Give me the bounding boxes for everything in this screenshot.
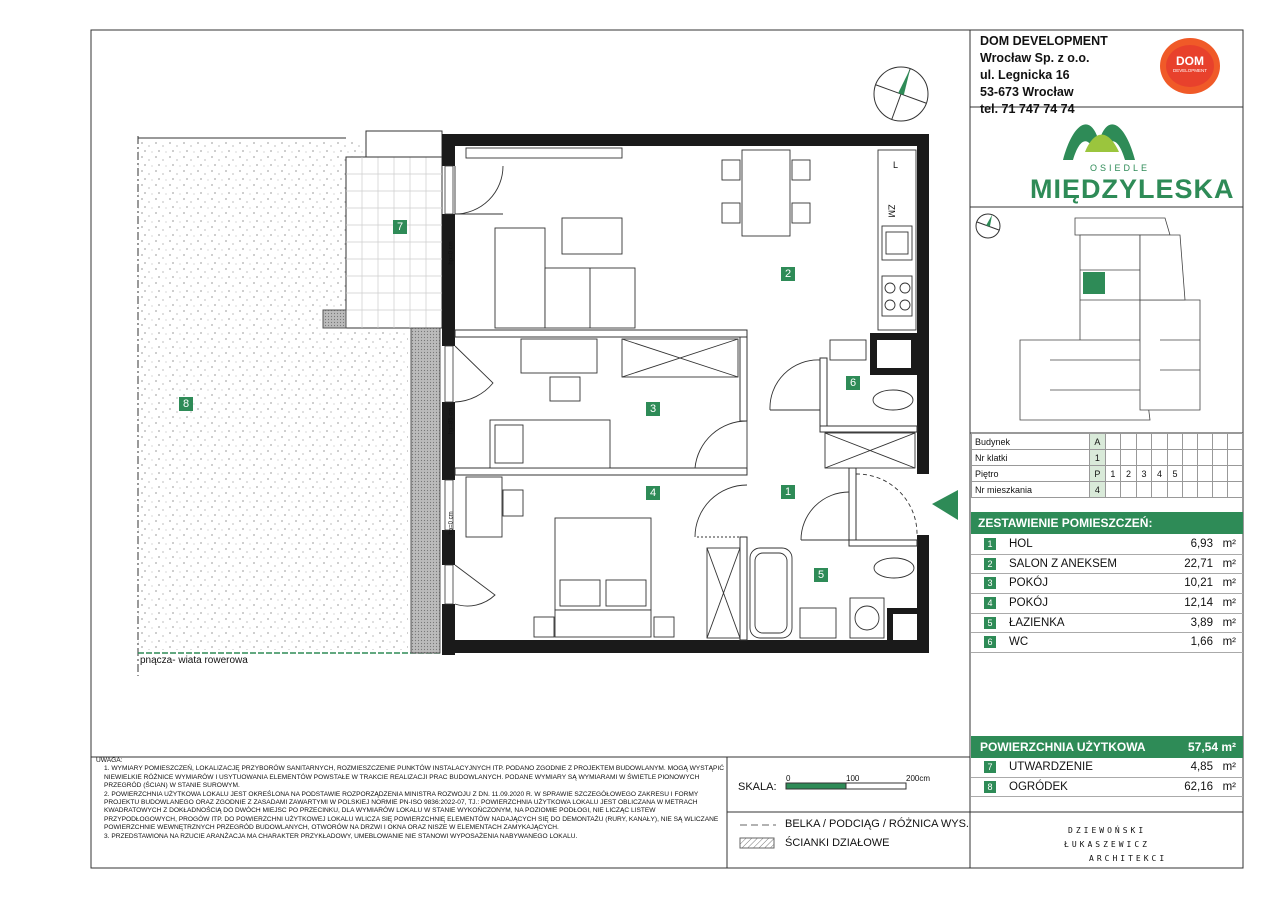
extra-row [971,778,1243,798]
height-note-3: hp=0 cm [448,511,455,535]
room-num: 1 [984,538,996,550]
note-1: 1. WYMIARY POMIESZCZEŃ, LOKALIZACJĘ PRZYBORÓW SANITARNYCH, ROZMIESZCZENIE PUNKTÓW INSTALACYJNYCH ITP. PODANO ZGODNIE Z PROJEKTEM BUDOWLANYM. MOGĄ WYSTĄPIĆ NIEWIELKIE RÓŻNICE WYMIARÓW I USYTUOWANIA ELEMENTÓW POWSTAŁE W TRAKCIE REALIZACJI PRAC BUDOWLANYCH. PODANE WYMIARY SĄ WYMIARAMI W ŚWIETLE PIONOWYCH PRZEGRÓD (ŚCIAN) W STANIE SUROWYM. [104,765,725,790]
info-label: Nr klatki [972,450,1090,466]
room-row [971,574,1243,594]
project-logo [1063,124,1135,160]
room-name: OGRÓDEK [1009,780,1068,793]
floor-2: 2 [1121,466,1137,482]
room-area: 10,21 m² [1184,577,1236,590]
height-note-2: hp=85 cm [448,407,455,435]
info-label: Nr mieszkania [972,482,1090,498]
dom-logo-text: DOM [1176,54,1204,68]
legend-beam: BELKA / PODCIĄG / RÓŻNICA WYS. [785,818,969,830]
notes-block [96,757,726,841]
architect-l3: ARCHITEKCI [1089,854,1168,863]
room-area: 6,93 m² [1190,538,1236,550]
scale-label: SKALA: [738,781,777,793]
usable-area-value: 57,54 m² [1187,740,1236,754]
info-row [972,450,1243,466]
info-value: P [1090,466,1106,482]
room-name: WC [1009,636,1029,649]
floor-1: 1 [1105,466,1121,482]
floor-3: 3 [1136,466,1152,482]
info-value: A [1090,434,1106,450]
kitchen-mark-l: L [893,160,899,170]
note-2: 2. POWIERZCHNIA UŻYTKOWA LOKALU JEST OKREŚLONA NA PODSTAWIE ROZPORZĄDZENIA MINISTRA ROZWOJU Z DN. 11.09.2020 R. W SPRAWIE SZCZEGÓŁOWEGO ZAKRESU I FORMY PROJEKTU BUDOWLANEGO ORAZ ZGODNIE Z ZASADAMI ZAWARTYMI W POLSKIEJ NORMIE PN-ISO 9836:2022-07, TJ.: POWIERZCHNIA UŻYTKOWA LOKALU JEST OBLICZANA W METRACH KWADRATOWYCH Z DOKŁADNOŚCIĄ DO DWÓCH MIEJSC PO PRZECINKU, DLA WYMIARÓW LOKALU W STANIE WYKOŃCZONYM, NA POZIOMIE PODŁOGI, NIE LICZĄC LISTEW PRZYPODŁOGOWYCH, PROGÓW ITP. DO POWIERZCHNI UŻYTKOWEJ LOKALU WLICZA SIĘ POWIERZCHNIĘ ELEMENTÓW NADAJĄCYCH SIĘ DO DEMONTAŻU (RURY, KANAŁY), NIE SĄ WLICZANE POWIERZCHNIE WEWNĘTRZNYCH PRZEGRÓD BUDOWLANYCH, OTWORÓW NA DRZWI I OKNA ORAZ NISZE W ELEMENTACH ZAMYKAJĄCYCH. [104,790,719,832]
floor-4: 4 [1152,466,1168,482]
company-street: ul. Legnicka 16 [980,68,1070,82]
info-row [972,466,1243,482]
room-label-7: 7 [396,221,404,233]
apartment-info-table [971,433,1243,498]
room-area: 12,14 m² [1184,597,1236,610]
height-note-1: hp=0 cm [448,241,455,265]
key-plan [1020,218,1200,420]
company-phone: tel. 71 747 74 74 [980,102,1075,116]
room-label-1: 1 [784,486,792,498]
kitchen-mark-zm: ZM [886,204,897,218]
room-name: ŁAZIENKA [1009,616,1065,629]
room-name: HOL [1009,538,1033,550]
room-row [971,614,1243,634]
company-block [980,33,1108,118]
room-name: POKÓJ [1009,577,1048,590]
room-num: 6 [984,636,996,648]
project-pre: OSIEDLE [1089,163,1150,173]
room-num: 2 [984,558,996,570]
room-area: 62,16 m² [1184,780,1236,793]
room-row [971,535,1243,555]
info-value: 1 [1090,450,1106,466]
note-3: 3. PRZEDSTAWIONA NA RZUCIE ARANŻACJA MA CHARAKTER PRZYKŁADOWY, UMEBLOWANIE NIE STANOWI WYPOSAŻENIA NABYWANEGO LOKALU. [104,832,578,840]
info-label: Budynek [972,434,1090,450]
room-label-6: 6 [849,377,857,389]
rooms-list [971,535,1243,653]
room-name: UTWARDZENIE [1009,761,1093,773]
info-value: 4 [1090,482,1106,498]
company-line2: Wrocław Sp. z o.o. [980,51,1090,65]
room-area: 1,66 m² [1190,636,1236,649]
usable-area-bar [971,736,1243,758]
extra-row [971,758,1243,778]
room-label-3: 3 [649,403,657,415]
info-row [972,482,1243,498]
room-name: POKÓJ [1009,597,1048,610]
room-area: 3,89 m² [1190,616,1236,629]
rooms-title: ZESTAWIENIE POMIESZCZEŃ: [971,512,1243,534]
room-row [971,555,1243,575]
dom-logo-sub: DEVELOPMENT [1172,68,1207,73]
room-num: 8 [984,781,996,793]
north-arrow [874,67,928,121]
room-num: 5 [984,617,996,629]
entrance-arrow [932,490,958,520]
usable-area-label: POWIERZCHNIA UŻYTKOWA [980,740,1146,754]
room-label-4: 4 [649,487,657,499]
room-num: 7 [984,761,996,773]
room-area: 4,85 m² [1190,761,1236,773]
room-num: 3 [984,577,996,589]
room-label-5: 5 [817,569,825,581]
legend-partition: ŚCIANKI DZIAŁOWE [785,837,890,849]
floor-5: 5 [1167,466,1183,482]
info-row [972,434,1243,450]
room-name: SALON Z ANEKSEM [1009,557,1118,570]
scale-tick-0: 0 [786,774,791,783]
company-name: DOM DEVELOPMENT [980,34,1108,48]
garden-caption: pnącza- wiata rowerowa [140,655,248,666]
info-label: Piętro [972,466,1090,482]
company-city: 53-673 Wrocław [980,85,1074,99]
room-row [971,633,1243,653]
scale-tick-1: 100 [846,774,860,783]
notes-title: UWAGA: [96,757,123,764]
architect-l2: ŁUKASZEWICZ [1064,840,1150,849]
room-label-2: 2 [784,268,792,280]
room-num: 4 [984,597,996,609]
room-row [971,594,1243,614]
room-area: 22,71 m² [1184,557,1236,570]
project-name: MIĘDZYLESKA [1030,174,1235,204]
room-label-8: 8 [182,398,190,410]
architect-l1: DZIEWOŃSKI [1068,826,1147,835]
extras-list [971,758,1243,797]
scale-tick-2: 200cm [906,774,931,783]
